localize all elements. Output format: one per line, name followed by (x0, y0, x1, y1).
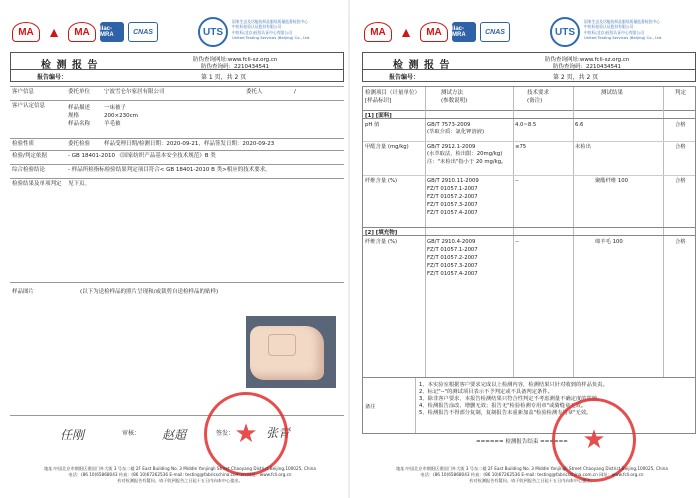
report-number-label: 报告编号： (389, 74, 420, 81)
row-item: pH 值 (365, 122, 380, 128)
header-item-sub: [样品标识] (365, 98, 392, 104)
row-item: 甲醛含量 (mg/kg) (365, 144, 409, 150)
org-name-3: 中纺标(北京)检验认证中心有限公司 (584, 29, 644, 35)
report-number-band (10, 70, 344, 82)
footer-contact: 电话：(86 10)65868043 传真：(86 10)67262536 E-mail: testing@fabricschina.com.cn 网址：www.fcli.org.cn (68, 472, 292, 477)
cnas-logo: CNAS (480, 22, 510, 42)
row-method: FZ/T 01057.2-2007 (427, 255, 478, 261)
footer-notice: 若对检测报告有疑问，请于收到报告之日起十五日内向本中心提出。 (117, 478, 243, 483)
report-number-label: 报告编号： (37, 74, 68, 81)
cert-logos (364, 20, 510, 44)
signature-tester: 任刚 (60, 428, 85, 442)
agent-value: / (294, 89, 296, 95)
agent-key: 委托人 (246, 89, 263, 95)
official-stamp: ★ (204, 392, 288, 476)
spec-key: 规格 (68, 113, 80, 119)
result-label: 检验结果及单项判定 (12, 181, 62, 187)
org-name-3: 中纺标(北京)检验认证中心有限公司 (232, 29, 292, 35)
page-number: 第 2 页，共 2 页 (553, 74, 599, 81)
report-end: ====== 检测报告结束 ====== (476, 439, 568, 445)
sample-desc-key: 样品描述 (68, 105, 91, 111)
row-method: GB/T 2912.1-2009 (427, 144, 476, 150)
check-type-label: 检验性质 (12, 141, 35, 147)
row-item: 纤维含量 (%) (365, 239, 398, 245)
org-name-1: 国家生态及功能纺织品服装质量监督检验中心 (584, 19, 660, 24)
row-req: -- (515, 239, 519, 245)
conclusion-label: 综合检验结论 (12, 167, 46, 173)
result-row (10, 178, 344, 282)
header-result: 测试结果 (601, 90, 624, 96)
sample-photo (246, 316, 336, 388)
table-header (363, 87, 695, 111)
row-method: FZ/T 01057.3-2007 (427, 202, 478, 208)
sample-row (10, 100, 344, 138)
blanket-image (250, 326, 324, 380)
row-method: FZ/T 01057.1-2007 (427, 247, 478, 253)
confirm-label: 客户认定信息 (12, 103, 46, 109)
report-title: 检 测 报 告 (41, 60, 99, 71)
notes-section (363, 377, 695, 433)
table-row (363, 176, 695, 228)
org-name-1: 国家生态及功能纺织品服装质量监督检验中心 (232, 19, 308, 24)
cert-logos (12, 20, 158, 44)
footer-address: 地址:中国北京市朝阳区建国门外大街 3 号东二楼 2F East Building No. 3 Middle Yanjingli Street Chaoyang District,Beijing,100025, China (396, 466, 668, 471)
row-method: FZ/T 01057.1-2007 (427, 186, 478, 192)
check-type-value: 委托检验 (68, 141, 91, 147)
row-result: 未检出 (575, 144, 591, 150)
signature-issuer: 张青 (266, 426, 291, 440)
received-dates: 样品受理日期/检测日期：2020-09-21，样品签发日期：2020-09-23 (104, 141, 275, 147)
note-item: 2、标记"--"的测试项目表示不予判定或不具备判定条件。 (419, 389, 553, 395)
row-method: FZ/T 01057.3-2007 (427, 263, 478, 269)
table-row (363, 237, 695, 283)
basis-row (10, 150, 344, 164)
section-fabric: [1] [面料] (363, 111, 695, 119)
row-method: FZ/T 01057.4-2007 (427, 271, 478, 277)
basis-value: - GB 18401-2010 《国家纺织产品基本安全技术规范》B 类 (68, 153, 216, 159)
org-names (584, 19, 696, 41)
uts-logo: UTS (550, 17, 580, 47)
org-name-2: 中纺标检验认证股份有限公司 (584, 24, 634, 30)
header-method: 测试方法 (441, 90, 464, 96)
results-table (362, 86, 696, 434)
row-method: GB/T 7573-2009 (427, 122, 471, 128)
row-item: 纤维含量 (%) (365, 178, 398, 184)
uts-logo: UTS (198, 17, 228, 47)
check-type-row (10, 138, 344, 150)
client-row (10, 86, 344, 100)
row-method: GB/T 2910.4-2009 (427, 239, 476, 245)
row-judge: 合格 (675, 144, 686, 150)
signature-reviewer: 赵超 (162, 428, 187, 442)
header-method-sub: (参数说明) (441, 98, 468, 104)
page-gap (348, 0, 350, 498)
org-name-2: 中纺标检验认证股份有限公司 (232, 24, 282, 30)
sign-label: 签发： (216, 430, 235, 437)
spec-value: 200×230cm (104, 113, 138, 119)
page-number: 第 1 页，共 2 页 (201, 74, 247, 81)
title-band (10, 52, 344, 70)
row-method: GB/T 2910.11-2009 (427, 178, 479, 184)
header-judge: 判定 (675, 90, 687, 96)
notes-label: 备注 (365, 404, 376, 410)
conclusion-value: - 样品所检指标检验结果判定项目符合< GB 18401-2010 B 类>相应的技术要求。 (68, 167, 271, 173)
ilac-logo: ilac-MRA (100, 22, 124, 42)
row-req: ≤75 (515, 144, 527, 150)
report-page-2 (356, 0, 696, 498)
photo-note: (以下为送检样品的照片呈现和/或裁剪自送检样品的贴样) (80, 289, 219, 295)
cal-logo: ▲ (399, 24, 413, 40)
photo-label: 样品图片 (12, 289, 35, 295)
footer-notice: 若对检测报告有疑问，请于收到报告之日起十五日内向本中心提出。 (469, 478, 595, 483)
row-result: 聚酯纤维 100 (595, 178, 628, 184)
anti-fake-code: 防伪查询码：2210434541 (201, 64, 269, 70)
note-item: 1、本实验室根据客户要求完成以上检测内容，检测结果只针对收到的样品负责。 (419, 382, 608, 388)
footer-address: 地址:中国北京市朝阳区建国门外大街 3 号东二楼 2F East Building No. 3 Middle Yanjingli Street Chaoyang District,Beijing,100025, China (44, 466, 316, 471)
footer (16, 466, 344, 484)
basis-label: 检验/判定依据 (12, 153, 47, 159)
row-method: (萃取介质：氯化钾溶液) (427, 129, 485, 135)
anti-fake-url: 防伪查询网址:www.fcli-sz.org.cn (545, 57, 630, 63)
cma-logo: MA (12, 22, 40, 42)
approve-label: 审核： (122, 430, 141, 437)
cma-logo: MA (364, 22, 392, 42)
client-key: 委托单位 (68, 89, 91, 95)
row-judge: 合格 (675, 122, 686, 128)
report-page-1 (4, 0, 344, 498)
sample-desc-value: 一床被子 (104, 105, 127, 111)
org-name-en: United Testing Services (Beijing) Co., Ltd. (232, 35, 311, 41)
note-item: 5、检测报告不得部分复制，复制报告未重新加盖"检验检测专用章"无效。 (419, 410, 592, 416)
header-item: 检测项目（计量单位） (365, 90, 421, 96)
row-result: 绵羊毛 100 (595, 239, 623, 245)
title-band (362, 52, 696, 70)
client-value: 宁波雪仑尔家居有限公司 (104, 89, 165, 95)
table-row (363, 142, 695, 176)
anti-fake-url: 防伪查询网址:www.fcli-sz.org.cn (193, 57, 278, 63)
report-number-band (362, 70, 696, 82)
cnas-logo: CNAS (128, 22, 158, 42)
org-name-en: United Testing Services (Beijing) Co., Ltd. (584, 35, 663, 41)
row-judge: 合格 (675, 239, 686, 245)
footer (368, 466, 696, 484)
row-req: 4.0~8.5 (515, 122, 537, 128)
table-row (363, 120, 695, 142)
name-value: 羊毛被 (104, 121, 121, 127)
ilac-logo: ilac-MRA (452, 22, 476, 42)
row-method: FZ/T 01057.2-2007 (427, 194, 478, 200)
official-stamp: ★ (552, 398, 636, 482)
cal-logo: ▲ (47, 24, 61, 40)
row-method: FZ/T 01057.4-2007 (427, 210, 478, 216)
conclusion-row (10, 164, 344, 178)
result-value: 见下页。 (68, 181, 91, 187)
cma-logo-2: MA (68, 22, 96, 42)
header-req: 技术要求 (527, 90, 550, 96)
row-method: 注："未检出"指小于 20 mg/kg。 (427, 159, 507, 165)
row-method: (水萃取法，检出限：20mg/kg) (427, 151, 503, 157)
note-item: 3、除非客户要求，本报告检测结果只符合性判定不考虑测量不确定度的影响。 (419, 396, 603, 402)
report-title: 检 测 报 告 (393, 60, 451, 71)
cma-logo-2: MA (420, 22, 448, 42)
name-key: 样品名称 (68, 121, 91, 127)
row-judge: 合格 (675, 178, 686, 184)
section-filling: [2] [填充物] (363, 228, 695, 236)
row-result: 6.6 (575, 122, 584, 128)
client-label: 客户信息 (12, 89, 35, 95)
org-names (232, 19, 344, 41)
anti-fake-code: 防伪查询码：2210434541 (553, 64, 621, 70)
note-item: 4、检测报告涂改、增删无效；报告无"检验检测专用章"或骑缝章无效。 (419, 403, 587, 409)
header-req-sub: (备注) (527, 98, 543, 104)
col-divider (415, 378, 416, 433)
footer-contact: 电话：(86 10)65868043 传真：(86 10)67262536 E-mail: testing@fabricschina.com.cn 网址：www.fcli.org.cn (420, 472, 644, 477)
row-req: -- (515, 178, 519, 184)
